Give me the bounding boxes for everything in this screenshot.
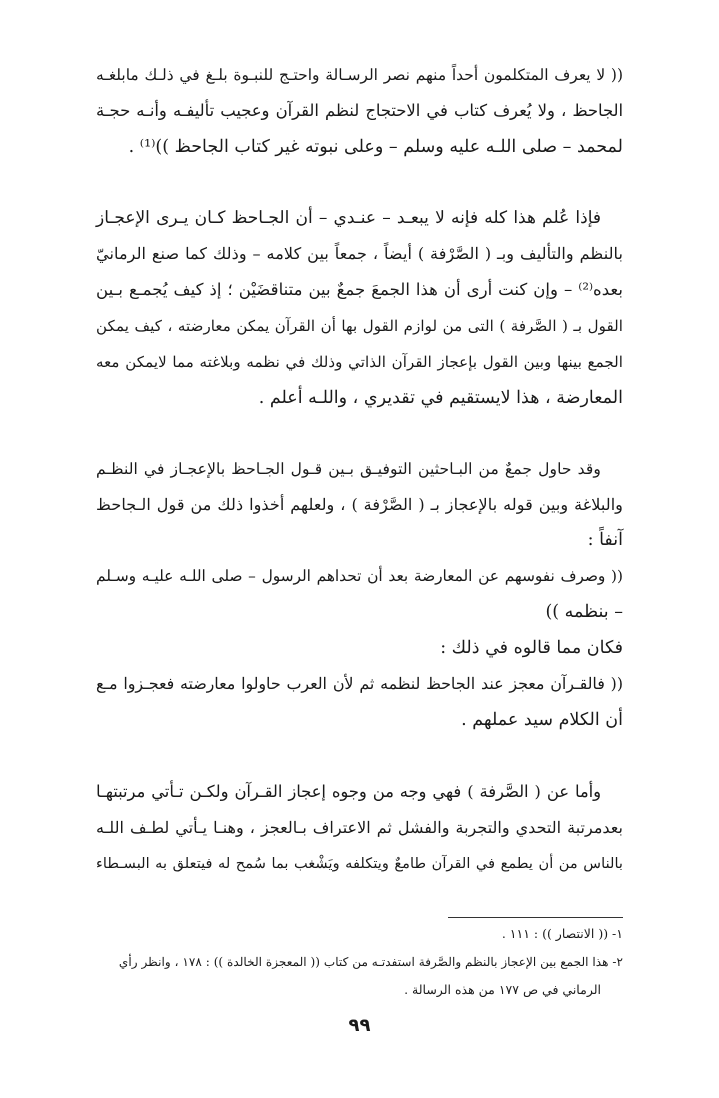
text-line: (( فالقـرآن معجز عند الجاحظ لنظمه ثم لأن العرب حاولوا معارضته فعجـزوا مـع [96,674,623,693]
text-line: – بنظمه )) [545,602,623,622]
footnote-continuation: الرماني في ص ١٧٧ من هذه الرسالة . [404,982,601,997]
page-number: ٩٩ [348,1015,371,1036]
footnote: ١- (( الانتصار )) : ١١١ . [501,926,623,941]
footnote-divider [448,917,623,918]
text-line: والبلاغة وبين قوله بالإعجاز بـ ( الصَّرْفة ) ، ولعلهم أخذوا ذلك من قول الـجاحظ [96,495,623,514]
text-line: فإذا عُلم هذا كله فإنه لا يبعـد – عنـدي – أن الجـاحظ كـان يـرى الإعجـاز [96,208,601,228]
text-line: القول بـ ( الصَّرفة ) التى من لوازم القول بها أن القرآن يمكن معارضته ، كيف يمكن [96,317,623,335]
text-line: وقد حاول جمعٌ من البـاحثين التوفيـق بـين قـول الجـاحظ بالإعجـاز في النظـم [96,459,601,478]
text-line: بالنظم والتأليف وبـ ( الصَّرْفة ) أيضاً ، جمعاً بين كلامه – وذلك كما صنع الرمانيّ [96,244,623,263]
text-line: بعدمرتبة التحدي والتجربة والفشل ثم الاعتراف بـالعجز ، وهنـا يـأتي لطـف اللـه [96,818,623,837]
text-line: آنفاً : [587,530,623,550]
text-line: أن الكلام سيد عملهم . [461,710,623,730]
text-line: الجاحظ ، ولا يُعرف كتاب في الاحتجاج لنظم القرآن وعجيب تأليفـه وأنـه حجـة [96,101,623,120]
text-line: (( وصرف نفوسهم عن المعارضة بعد أن تحداهم الرسول – صلى اللـه عليـه وسـلم [96,567,623,585]
text-line: المعارضة ، هذا لايستقيم في تقديري ، واللـه أعلم . [258,388,623,408]
text-line: الجمع بينها وبين القول بإعجاز القرآن الذاتي وذلك في نظمه وبلاغته مما لايمكن معه [96,353,623,371]
text-line: لمحمد – صلى اللـه عليه وسلم – وعلى نبوته غير كتاب الجاحظ ))⁽¹⁾ . [128,137,623,157]
footnote: ٢- هذا الجمع بين الإعجاز بالنظم والصَّرفة استفدتـه من كتاب (( المعجزة الخالدة )) : ١٧٨ ، وانظر رأي [118,955,623,969]
text-line: بعده⁽²⁾ – وإن كنت أرى أن هذا الجمعَ جمعٌ بين متناقضَيْن ؛ إذ كيف يُجمـع بـين [96,280,623,299]
text-line: فكان مما قالوه في ذلك : [440,638,623,658]
text-line: (( لا يعرف المتكلمون أحداً منهم نصر الرسـالة واحتـج للنبـوة بلـغ في ذلـك مابلغـه [96,66,623,84]
text-line: بالناس من أن يطمع في القرآن طامعٌ ويتكلفه ويَشْغب بما سُمح له فيتعلق به البسـطاء [96,855,623,872]
text-line: وأما عن ( الصَّرفة ) فهي وجه من وجوه إعجاز القـرآن ولكـن تـأتي مرتبتهـا [96,782,601,801]
